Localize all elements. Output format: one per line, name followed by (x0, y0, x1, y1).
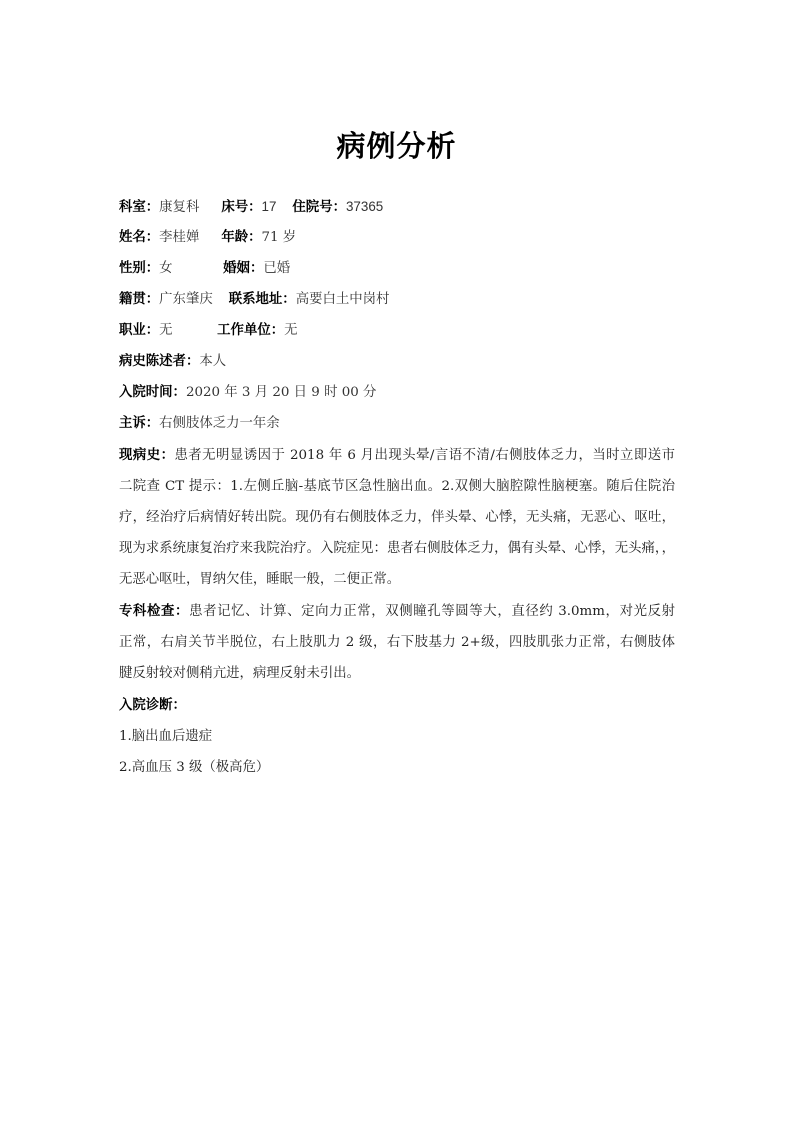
row-admission-time (119, 384, 376, 402)
chief-complaint-label: 主诉： (119, 416, 160, 431)
hospital-no-label: 住院号： (292, 200, 346, 215)
admission-diagnosis-heading (119, 697, 186, 715)
present-illness-line: 现病史：患者无明显诱因于 2018 年 6 月出现头晕/言语不清/右侧肢体乏力，当时立即送市 (119, 448, 675, 463)
occupation-label: 职业： (119, 323, 160, 338)
bed-no-value: 17 (261, 199, 277, 214)
department-value: 康复科 (159, 200, 200, 215)
diagnosis-item: 2.高血压 3 级（极高危） (119, 760, 270, 775)
page-title: 病例分析 (336, 129, 457, 163)
admission-time-value: 2020 年 3 月 20 日 9 时 00 分 (185, 385, 377, 400)
address-label: 联系地址： (228, 292, 296, 307)
diagnosis-item: 1.脑出血后遗症 (119, 729, 213, 744)
gender-value: 女 (159, 261, 173, 276)
present-illness-line: 疗，经治疗后病情好转出院。现仍有右侧肢体乏力，伴头晕、心悸，无头痛，无恶心、呕吐， (119, 510, 675, 525)
name-label: 姓名： (119, 230, 160, 245)
name-value: 李桂婵 (159, 230, 200, 245)
gender-label: 性别： (119, 261, 160, 276)
age-value: 71 岁 (261, 230, 297, 245)
occupation-value: 无 (159, 323, 173, 338)
work-unit-value: 无 (284, 323, 298, 338)
specialist-exam-line: 正常，右肩关节半脱位，右上肢肌力 2 级，右下肢基力 2+级，四肢肌张力正常，右侧肢体 (119, 635, 675, 650)
present-illness-section (119, 440, 675, 595)
work-unit-label: 工作单位： (217, 323, 285, 338)
present-illness-line: 现为求系统康复治疗来我院治疗。入院症见：患者右侧肢体乏力，偶有头晕、心悸，无头痛，， (119, 541, 675, 556)
row-chief-complaint (119, 415, 280, 433)
admission-time-label: 入院时间： (119, 385, 186, 400)
admission-diagnosis-label: 入院诊断： (119, 698, 186, 713)
present-illness-line: 无恶心呕吐，胃纳欠佳，睡眠一般，二便正常。 (119, 572, 401, 587)
row-department-bed-hospital (119, 198, 383, 217)
history-narrator-label: 病史陈述者： (119, 354, 200, 369)
specialist-exam-line: 腱反射较对侧稍亢进，病理反射未引出。 (119, 666, 361, 681)
marriage-label: 婚姻： (223, 261, 264, 276)
history-narrator-value: 本人 (199, 354, 227, 369)
native-place-value: 广东肇庆 (159, 292, 213, 307)
department-label: 科室： (119, 200, 160, 215)
specialist-exam-label: 专科检查： (119, 604, 190, 619)
chief-complaint-value: 右侧肢体乏力一年余 (159, 416, 280, 431)
present-illness-label: 现病史： (119, 448, 175, 463)
native-place-label: 籍贯： (119, 292, 160, 307)
row-name-age (119, 229, 296, 247)
row-history-narrator (119, 353, 226, 371)
row-occupation-workunit (119, 322, 298, 340)
address-value: 高要白土中岗村 (295, 292, 390, 307)
row-native-address (119, 291, 389, 309)
hospital-no-value: 37365 (345, 199, 384, 214)
specialist-exam-line: 专科检查：患者记忆、计算、定向力正常，双侧瞳孔等圆等大，直径约 3.0mm，对光反射 (119, 604, 675, 619)
age-label: 年龄： (221, 230, 262, 245)
row-gender-marriage (119, 260, 290, 278)
specialist-exam-section (119, 596, 675, 689)
bed-no-label: 床号： (221, 200, 262, 215)
marriage-value: 已婚 (263, 261, 291, 276)
present-illness-line: 二院查 CT 提示：1.左侧丘脑-基底节区急性脑出血。2.双侧大脑腔隙性脑梗塞。随后住院治 (119, 479, 675, 494)
